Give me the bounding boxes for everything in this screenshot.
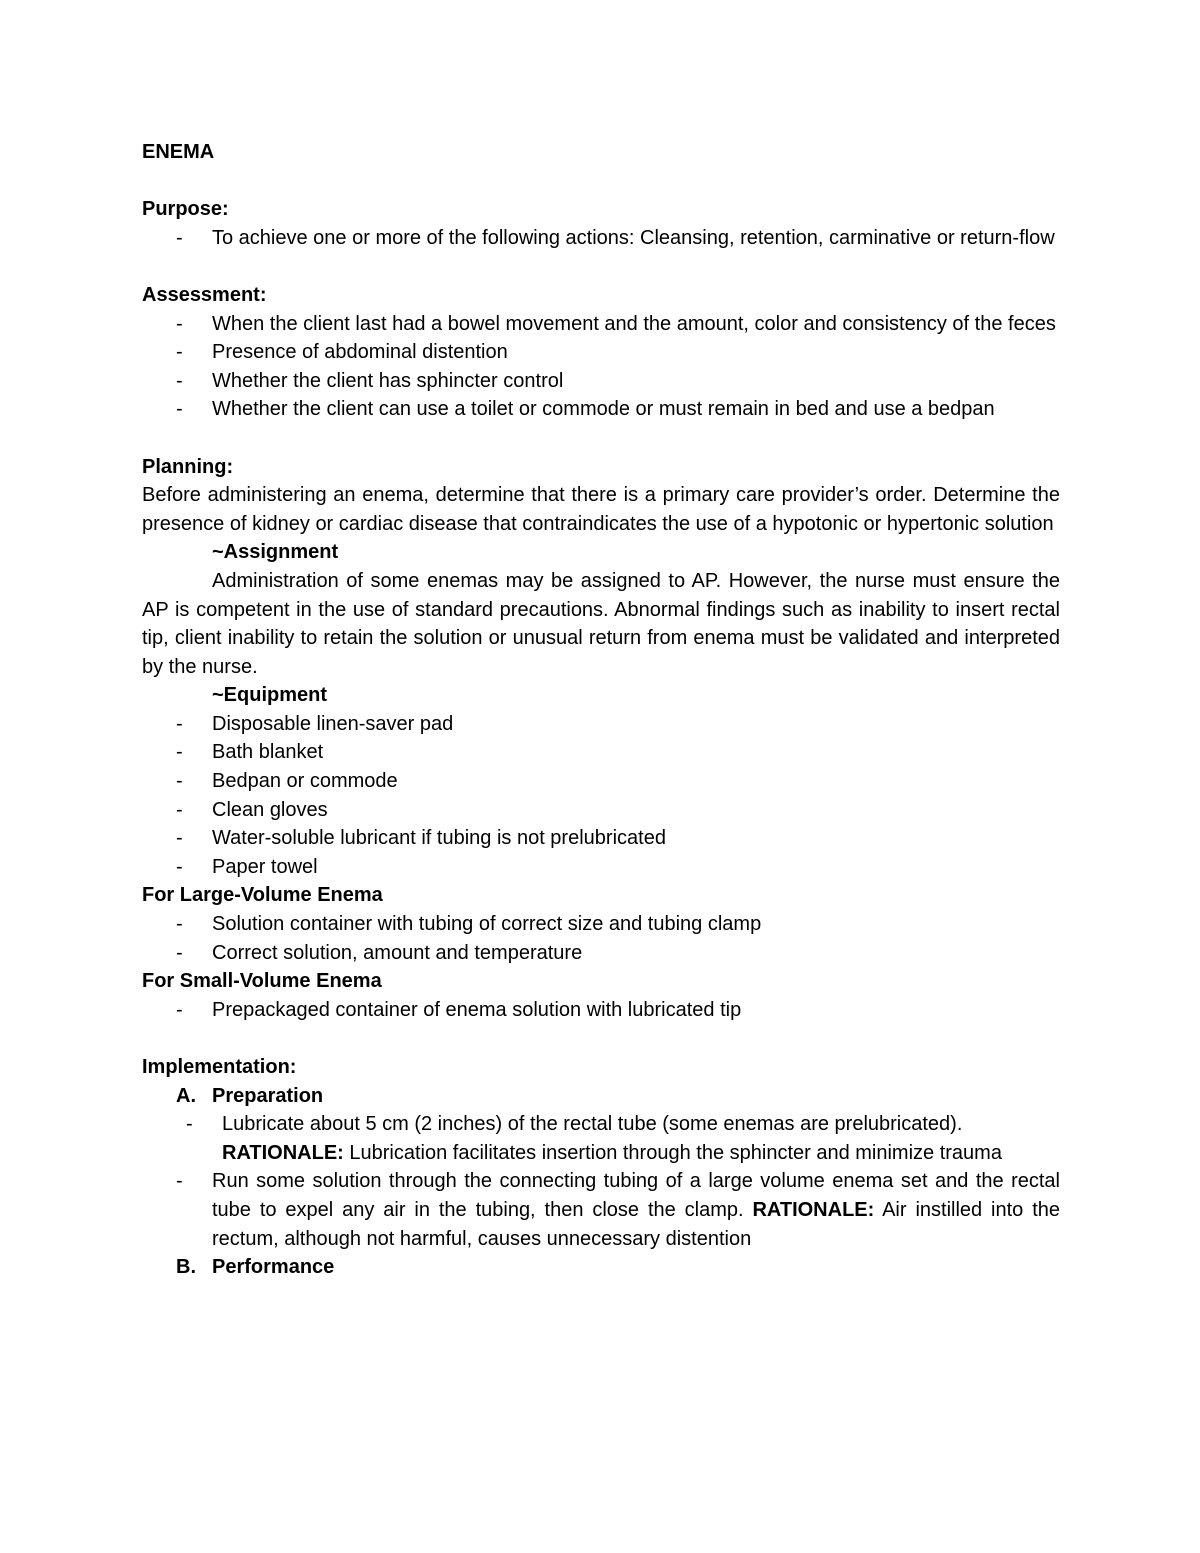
list-item: - To achieve one or more of the following actions: Cleansing, retention, carminative or return-flow: [142, 224, 1060, 253]
preparation-step-2: [142, 1167, 1060, 1253]
list-item: - Whether the client can use a toilet or commode or must remain in bed and use a bedpan: [142, 395, 1060, 424]
section-b-label: B.: [176, 1256, 196, 1279]
list-item: - Prepackaged container of enema solution with lubricated tip: [142, 996, 1060, 1025]
list-item: - Solution container with tubing of correct size and tubing clamp: [142, 910, 1060, 939]
section-a-heading: [142, 1082, 1060, 1111]
list-item: - Presence of abdominal distention: [142, 338, 1060, 367]
planning-heading: Planning:: [142, 455, 234, 478]
section-a-title: Preparation: [212, 1084, 324, 1107]
rationale-label: RATIONALE:: [752, 1198, 875, 1221]
assessment-heading: Assessment:: [142, 283, 267, 306]
rationale-text: Lubrication facilitates insertion through the sphincter and minimize trauma: [343, 1141, 1002, 1164]
purpose-list: [142, 224, 1060, 253]
large-volume-heading: For Large-Volume Enema: [142, 884, 383, 907]
small-volume-heading: For Small-Volume Enema: [142, 970, 382, 993]
equipment-heading: ~Equipment: [212, 684, 328, 707]
small-volume-list: [142, 996, 1060, 1025]
assignment-text: Administration of some enemas may be assigned to AP. However, the nurse must ensure the AP is competent in the use of standard precautions. Abnormal findings such as inability to insert rectal tip, client inability to retain the solution or unusual return from enema must be validated and interpreted by the nurse.: [142, 569, 1060, 678]
list-item: - Bath blanket: [142, 738, 1060, 767]
preparation-step-2-text: Run some solution through the connecting tubing of a large volume enema set and the rectal tube to expel any air in the tubing, then close the clamp.: [212, 1170, 1060, 1221]
list-item: - When the client last had a bowel movement and the amount, color and consistency of the feces: [142, 310, 1060, 339]
preparation-list: [142, 1167, 1060, 1253]
preparation-step-1-text: Lubricate about 5 cm (2 inches) of the rectal tube (some enemas are prelubricated).: [222, 1113, 963, 1136]
list-item: - Bedpan or commode: [142, 767, 1060, 796]
section-a-label: A.: [176, 1084, 196, 1107]
document-page: [142, 138, 1060, 1282]
list-item: - Paper towel: [142, 853, 1060, 882]
preparation-step-1: [142, 1110, 1060, 1167]
planning-text: Before administering an enema, determine that there is a primary care provider’s order. Determine the presence of kidney or cardiac disease that contraindicates the use of a hypotonic or hypertonic solution: [142, 484, 1060, 535]
list-item: - Correct solution, amount and temperature: [142, 939, 1060, 968]
purpose-heading: Purpose:: [142, 198, 229, 221]
equipment-list: [142, 710, 1060, 882]
implementation-heading: Implementation:: [142, 1056, 297, 1078]
section-b-title: Performance: [212, 1256, 335, 1279]
large-volume-list: [142, 910, 1060, 967]
document-title: ENEMA: [142, 141, 215, 163]
rationale-label: RATIONALE:: [222, 1141, 344, 1164]
assignment-heading: ~Assignment: [212, 541, 339, 564]
section-b-heading: [142, 1253, 1060, 1282]
list-item: - Water-soluble lubricant if tubing is not prelubricated: [142, 824, 1060, 853]
list-item: - Clean gloves: [142, 796, 1060, 825]
list-item: - Disposable linen-saver pad: [142, 710, 1060, 739]
assessment-list: [142, 310, 1060, 424]
rationale-text: Air instilled into the rectum, although not harmful, causes unnecessary distention: [212, 1198, 1060, 1250]
list-item: - Whether the client has sphincter control: [142, 367, 1060, 396]
